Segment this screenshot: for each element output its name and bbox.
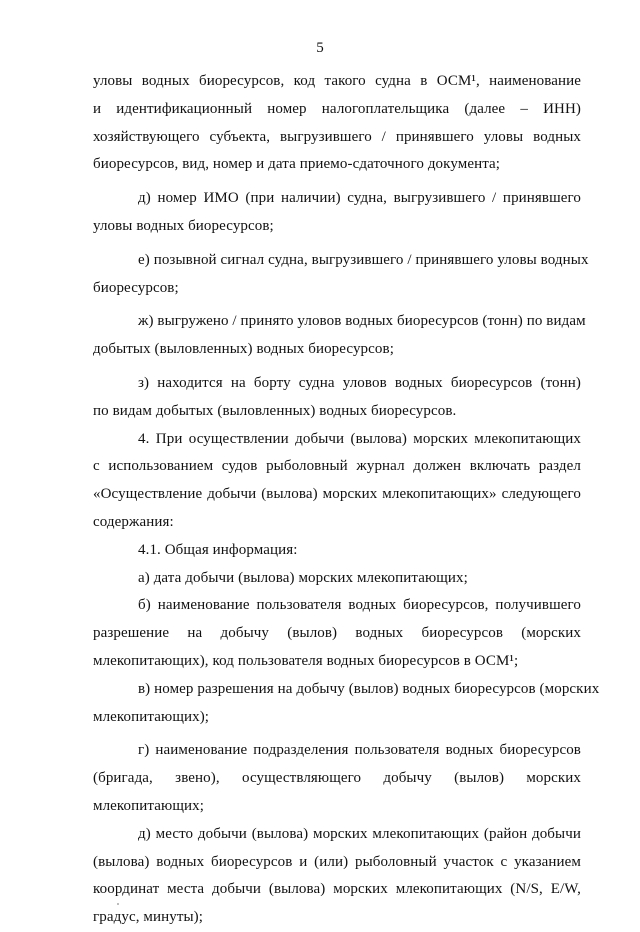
text-line: градус, минуты);: [93, 909, 204, 926]
text-line: «Осуществление добычи (вылова) морских млекопитающих» следующего: [93, 486, 581, 503]
text-line: д) номер ИМО (при наличии) судна, выгрузившего / принявшего: [138, 190, 581, 207]
text-line: з) находится на борту судна уловов водных биоресурсов (тонн): [138, 374, 581, 391]
text-line: е) позывной сигнал судна, выгрузившего / принявшего уловы водных: [138, 251, 589, 268]
text-line: уловы водных биоресурсов, код такого судна в ОСМ¹, наименование: [93, 73, 581, 89]
text-line: с использованием судов рыболовный журнал должен включать раздел: [93, 458, 581, 475]
text-line: в) номер разрешения на добычу (вылов) водных биоресурсов (морских: [138, 680, 600, 697]
text-line: (вылова) водных биоресурсов и (или) рыболовный участок с указанием: [93, 853, 581, 870]
text-line: г) наименование подразделения пользователя водных биоресурсов: [138, 742, 581, 759]
text-line: биоресурсов, вид, номер и дата приемо-сдаточного документа;: [93, 156, 501, 173]
text-line: по видам добытых (выловленных) водных биоресурсов.: [93, 402, 457, 419]
text-line: а) дата добычи (вылова) морских млекопитающих;: [138, 569, 468, 586]
text-line: д) место добычи (вылова) морских млекопитающих (район добычи: [138, 825, 581, 842]
text-line: разрешение на добычу (вылов) водных биоресурсов (морских: [93, 625, 581, 642]
text-line: млекопитающих;: [93, 797, 204, 814]
text-line: б) наименование пользователя водных биоресурсов, получившего: [138, 597, 581, 614]
text-line: уловы водных биоресурсов;: [93, 217, 274, 234]
text-line: добытых (выловленных) водных биоресурсов;: [93, 341, 394, 358]
text-line: биоресурсов;: [93, 279, 179, 296]
text-line: координат места добычи (вылова) морских млекопитающих (N/S, E/W,: [93, 881, 581, 898]
text-line: млекопитающих), код пользователя водных биоресурсов в ОСМ¹;: [93, 652, 519, 669]
text-line: хозяйствующего субъекта, выгрузившего / принявшего уловы водных: [93, 128, 581, 145]
text-line: содержания:: [93, 513, 174, 530]
text-line: 4. При осуществлении добычи (вылова) морских млекопитающих: [138, 430, 581, 447]
text-line: (бригада, звено), осуществляющего добычу (вылов) морских: [93, 770, 581, 787]
text-line: ж) выгружено / принято уловов водных биоресурсов (тонн) по видам: [138, 313, 586, 330]
text-line: 4.1. Общая информация:: [138, 541, 298, 558]
text-line: млекопитающих);: [93, 708, 210, 725]
page-number: 5: [316, 40, 324, 56]
document-body: [93, 68, 600, 932]
text-line: и идентификационный номер налогоплательщика (далее – ИНН): [93, 100, 581, 117]
